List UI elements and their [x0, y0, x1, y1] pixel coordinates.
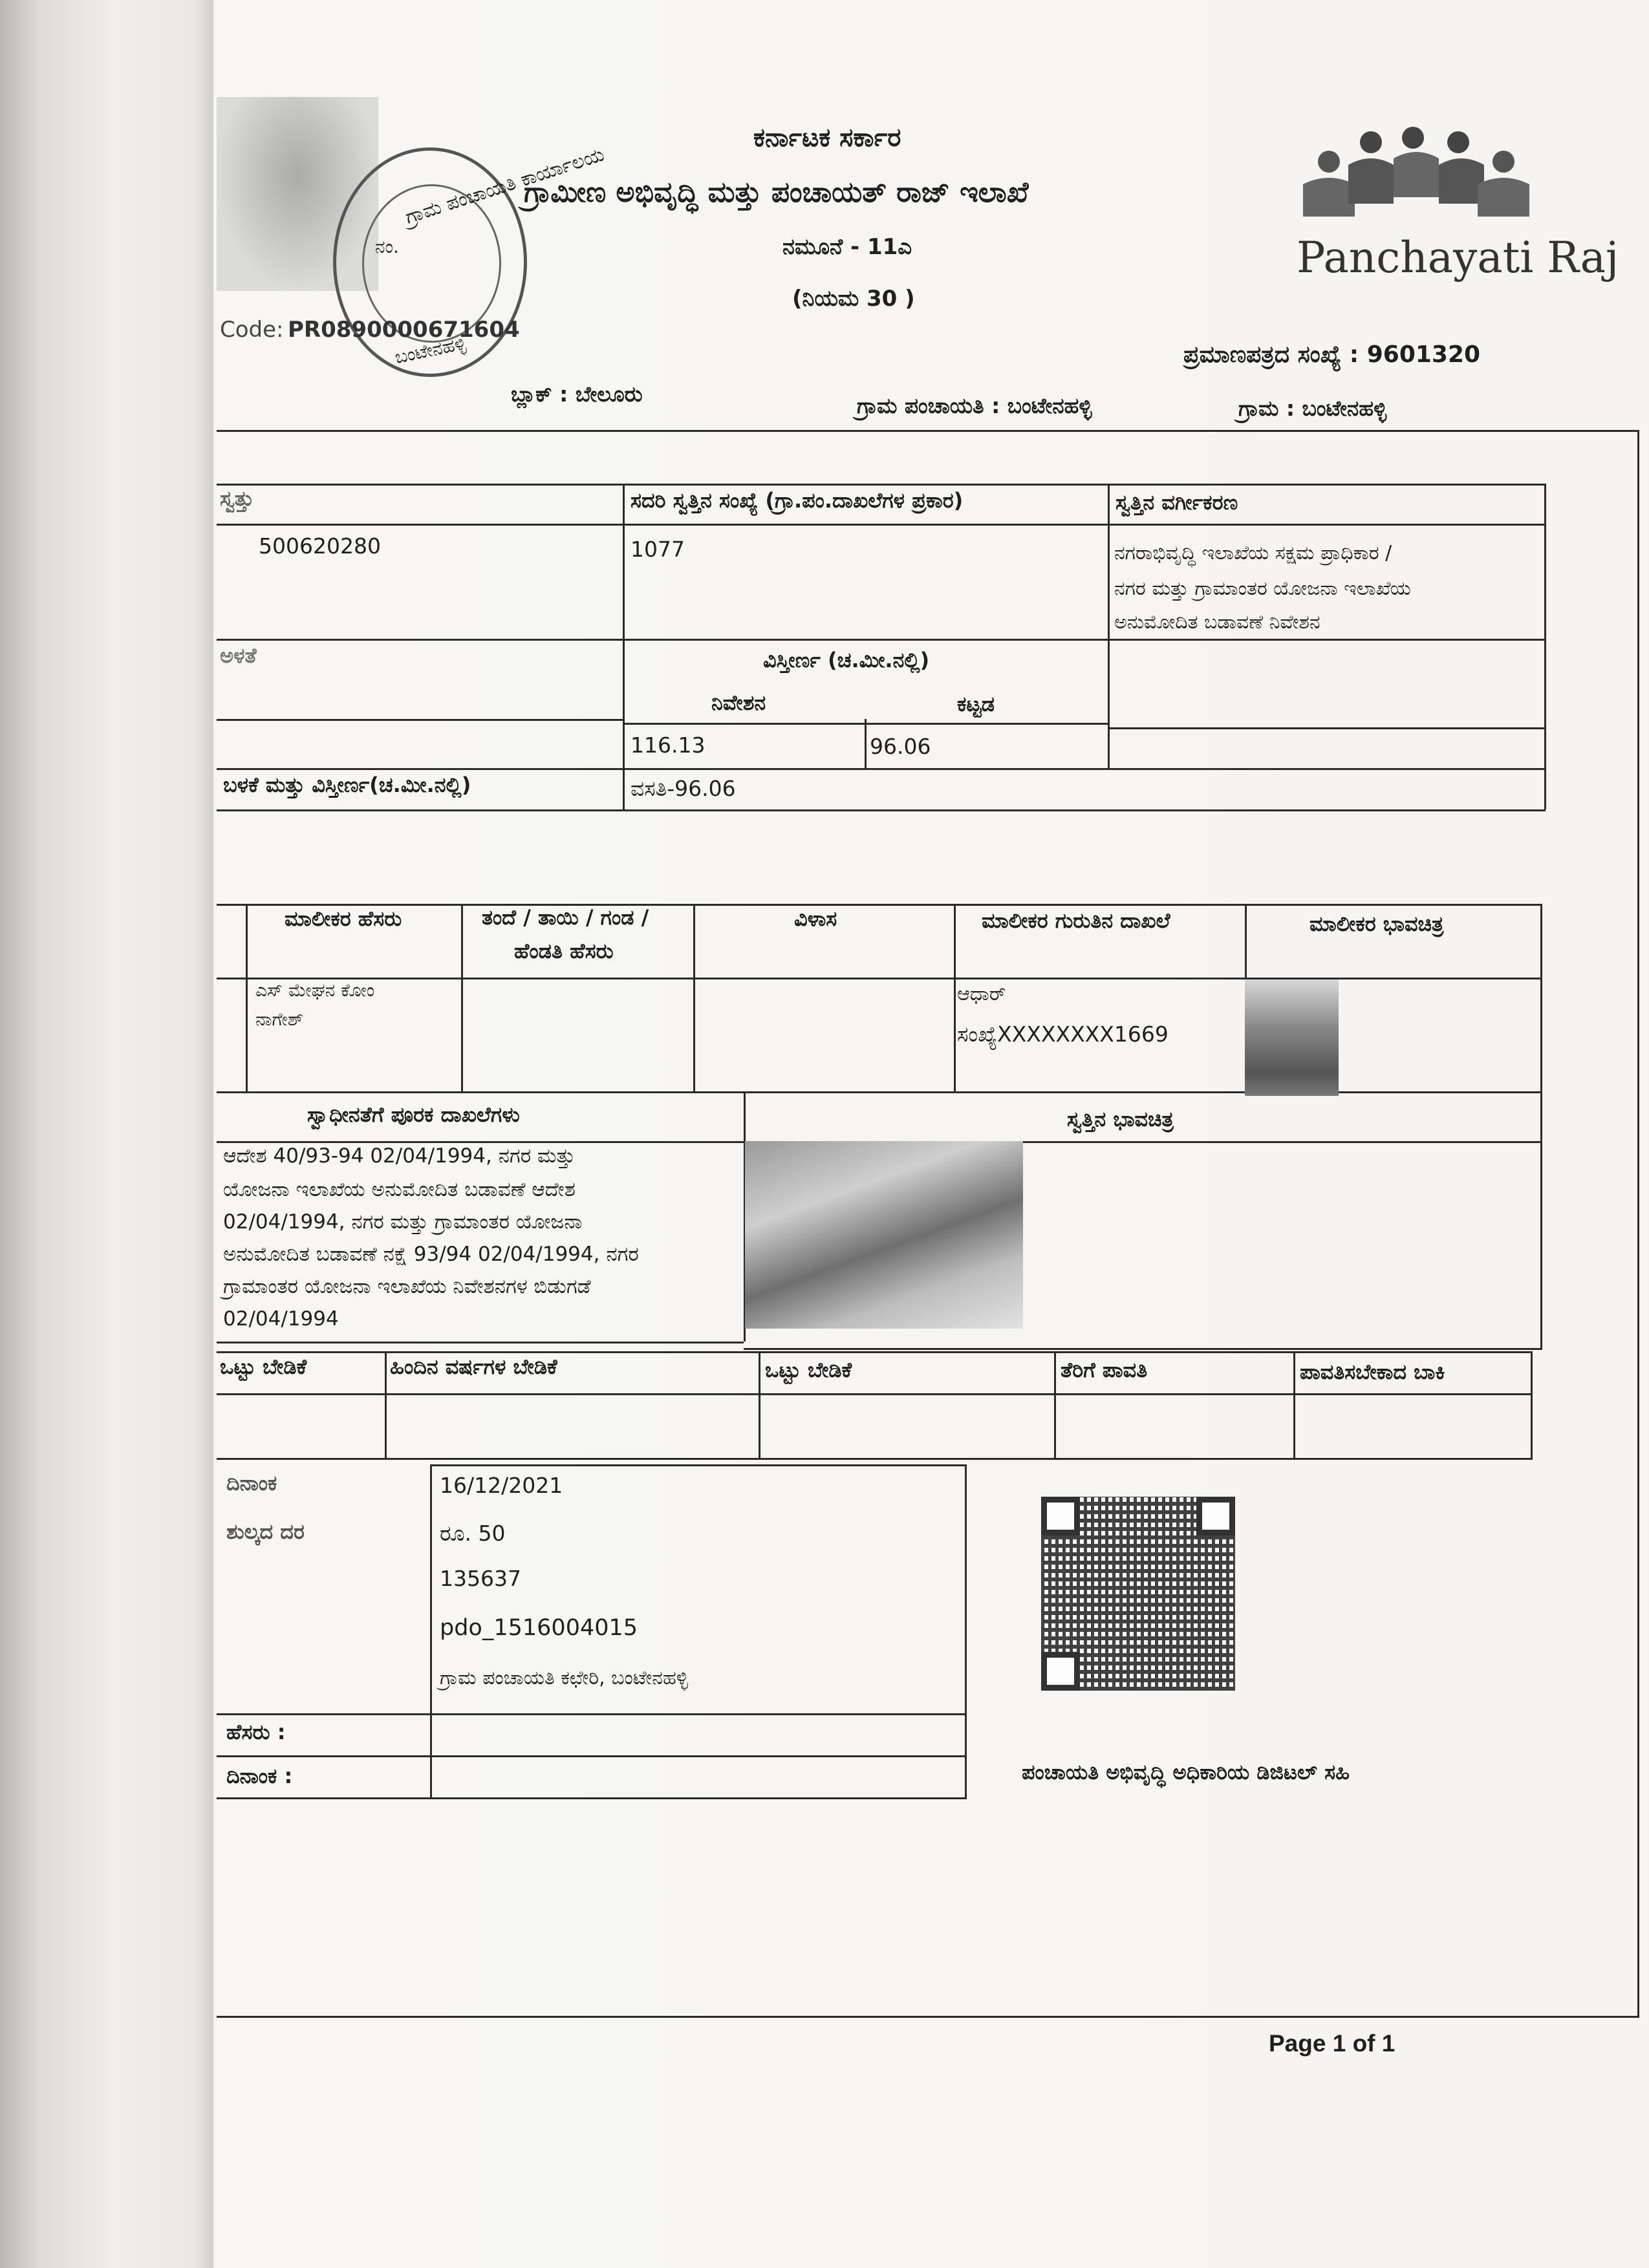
issue-date-value: 16/12/2021 — [440, 1473, 563, 1498]
form-name: ನಮೂನೆ - 11ಎ — [782, 234, 912, 260]
supporting-line-6: 02/04/1994 — [223, 1307, 339, 1331]
owner-id-doc-header: ಮಾಲೀಕರ ಗುರುತಿನ ದಾಖಲೆ — [982, 908, 1170, 933]
issue-label-name: ಹೆಸರು : — [226, 1720, 286, 1744]
area-header: ವಿಸ್ತೀರ್ಣ (ಚ.ಮೀ.ನಲ್ಲಿ) — [763, 648, 930, 672]
owner-name-line-1: ಎಸ್ ಮೇಘನ ಕೋಂ — [255, 979, 375, 1001]
seal-line-1: ಗ್ರಾಮ ಪಂಚಾಯತಿ ಕಾರ್ಯಾಲಯ — [402, 143, 607, 229]
property-photo-header: ಸ್ವತ್ತಿನ ಭಾವಚಿತ್ರ — [1067, 1107, 1174, 1131]
owner-photo — [1245, 979, 1339, 1096]
col-classification-header: ಸ್ವತ್ತಿನ ವರ್ಗೀಕರಣ — [1116, 490, 1238, 515]
frame-top-line — [217, 430, 1639, 432]
usage-value: ವಸತಿ-96.06 — [630, 776, 736, 801]
issue-label-fee: ಶುಲ್ಕದ ದರ — [226, 1519, 305, 1544]
owner-photo-header: ಮಾಲೀಕರ ಭಾವಚಿತ್ರ — [1310, 912, 1444, 936]
gov-title: ಕರ್ನಾಟಕ ಸರ್ಕಾರ — [753, 123, 901, 153]
address-header: ವಿಳಾಸ — [794, 906, 837, 931]
supporting-line-2: ಯೋಜನಾ ಇಲಾಖೆಯ ಅನುಮೋದಿತ ಬಡಾವಣೆ ಆದೇಶ — [223, 1178, 576, 1201]
user-id-value: pdo_1516004015 — [440, 1615, 638, 1641]
issue-fee-value: ರೂ. 50 — [440, 1521, 506, 1546]
property-no-value: 1077 — [630, 537, 685, 562]
supporting-docs-header: ಸ್ವಾಧೀನತೆಗೆ ಪೂರಕ ದಾಖಲೆಗಳು — [307, 1102, 520, 1127]
certificate-number: ಪ್ರಮಾಣಪತ್ರದ ಸಂಖ್ಯೆ : 9601320 — [1183, 341, 1481, 368]
panchayati-raj-logo-icon — [1290, 126, 1549, 230]
rule-number: (ನಿಯಮ 30 ) — [792, 286, 915, 312]
tax-header-previous-demand: ಹಿಂದಿನ ವರ್ಷಗಳ ಬೇಡಿಕೆ — [390, 1354, 557, 1379]
owner-id-doc-line-1: ಆಧಾರ್ — [957, 983, 1006, 1005]
village-name: ಗ್ರಾಮ : ಬಂಟೇನಹಳ್ಳಿ — [1238, 396, 1387, 421]
col-property-id-header: ಸ್ವತ್ತು — [220, 486, 254, 511]
book-binding-shadow — [0, 0, 213, 2268]
supporting-line-3: 02/04/1994, ನಗರ ಮತ್ತು ಗ್ರಾಮಾಂತರ ಯೋಜನಾ — [223, 1210, 583, 1234]
issuing-office-value: ಗ್ರಾಮ ಪಂಚಾಯತಿ ಕಛೇರಿ, ಬಂಟೇನಹಳ್ಳಿ — [440, 1667, 689, 1689]
building-header: ಕಟ್ಟಡ — [957, 692, 995, 716]
owner-name-line-2: ನಾಗೇಶ್ — [255, 1009, 304, 1030]
seal-line-2: ನಂ. — [375, 236, 399, 257]
tax-header-balance: ಪಾವತಿಸಬೇಕಾದ ಬಾಕಿ — [1300, 1360, 1445, 1384]
stamp-code-label: Code: — [220, 317, 284, 343]
site-area-value: 116.13 — [630, 733, 706, 758]
classification-line-2: ನಗರ ಮತ್ತು ಗ್ರಾಮಾಂತರ ಯೋಜನಾ ಇಲಾಖೆಯ — [1114, 577, 1411, 600]
receipt-number-value: 135637 — [440, 1566, 521, 1591]
page-number: Page 1 of 1 — [1269, 2030, 1396, 2057]
site-header: ನಿವೇಶನ — [711, 690, 766, 715]
supporting-line-1: ಆದೇಶ 40/93-94 02/04/1994, ನಗರ ಮತ್ತು — [223, 1144, 576, 1168]
usage-label: ಬಳಕೆ ಮತ್ತು ವಿಸ್ತೀರ್ಣ(ಚ.ಮೀ.ನಲ್ಲಿ) — [223, 773, 471, 797]
seal-line-3: ಬಂಟೇನಹಳ್ಳಿ — [393, 332, 468, 369]
row-measure-label: ಅಳತೆ — [220, 643, 257, 668]
classification-line-1: ನಗರಾಭಿವೃದ್ಧಿ ಇಲಾಖೆಯ ಸಕ್ಷಮ ಪ್ರಾಧಿಕಾರ / — [1114, 542, 1392, 564]
dept-title: ಗ್ರಾಮೀಣ ಅಭಿವೃದ್ಧಿ ಮತ್ತು ಪಂಚಾಯತ್ ರಾಜ್ ಇಲಾಖೆ — [524, 176, 1029, 209]
property-photo — [745, 1141, 1023, 1329]
digital-signature-caption: ಪಂಚಾಯತಿ ಅಭಿವೃದ್ಧಿ ಅಧಿಕಾರಿಯ ಡಿಜಿಟಲ್ ಸಹಿ — [1022, 1760, 1350, 1784]
qr-code-icon — [1041, 1497, 1235, 1691]
tax-header-total-demand: ಒಟ್ಟು ಬೇಡಿಕೆ — [220, 1354, 307, 1379]
frame-right-line — [1637, 430, 1639, 2017]
supporting-line-5: ಗ್ರಾಮಾಂತರ ಯೋಜನಾ ಇಲಾಖೆಯ ನಿವೇಶನಗಳ ಬಿಡುಗಡೆ — [223, 1275, 591, 1298]
stamp-code: PR0890000671604 — [288, 317, 520, 343]
supporting-line-4: ಅನುಮೋದಿತ ಬಡಾವಣೆ ನಕ್ಷೆ 93/94 02/04/1994, ನಗರ — [223, 1243, 639, 1266]
owner-id-doc-line-2: ಸಂಖ್ಯೆXXXXXXXX1669 — [957, 1022, 1169, 1047]
gram-panchayat-name: ಗ್ರಾಮ ಪಂಚಾಯತಿ : ಬಂಟೇನಹಳ್ಳಿ — [857, 393, 1092, 418]
building-area-value: 96.06 — [870, 734, 931, 759]
logo-text: Panchayati Raj — [1297, 233, 1619, 283]
issue-label-date: ದಿನಾಂಕ — [226, 1471, 277, 1495]
classification-line-3: ಅನುಮೋದಿತ ಬಡಾವಣೆ ನಿವೇಶನ — [1114, 611, 1320, 634]
col-property-no-header: ಸದರಿ ಸ್ವತ್ತಿನ ಸಂಖ್ಯೆ (ಗ್ರಾ.ಪಂ.ದಾಖಲೆಗಳ ಪ್ರಕಾರ) — [630, 488, 964, 513]
property-id-value: 500620280 — [259, 533, 381, 559]
owner-name-header: ಮಾಲೀಕರ ಹೆಸರು — [285, 906, 402, 931]
tax-header-demand: ಒಟ್ಟು ಬೇಡಿಕೆ — [765, 1358, 852, 1382]
tax-header-paid: ತೆರಿಗೆ ಪಾವತಿ — [1061, 1358, 1148, 1382]
issue-label-signed-date: ದಿನಾಂಕ : — [226, 1764, 293, 1788]
relation-header-2: ಹೆಂಡತಿ ಹೆಸರು — [514, 939, 614, 963]
relation-header-1: ತಂದೆ / ತಾಯಿ / ಗಂಡ / — [482, 905, 649, 930]
frame-bottom-line — [217, 2016, 1639, 2018]
block-name: ಬ್ಲಾಕ್ : ಬೇಲೂರು — [511, 381, 643, 407]
